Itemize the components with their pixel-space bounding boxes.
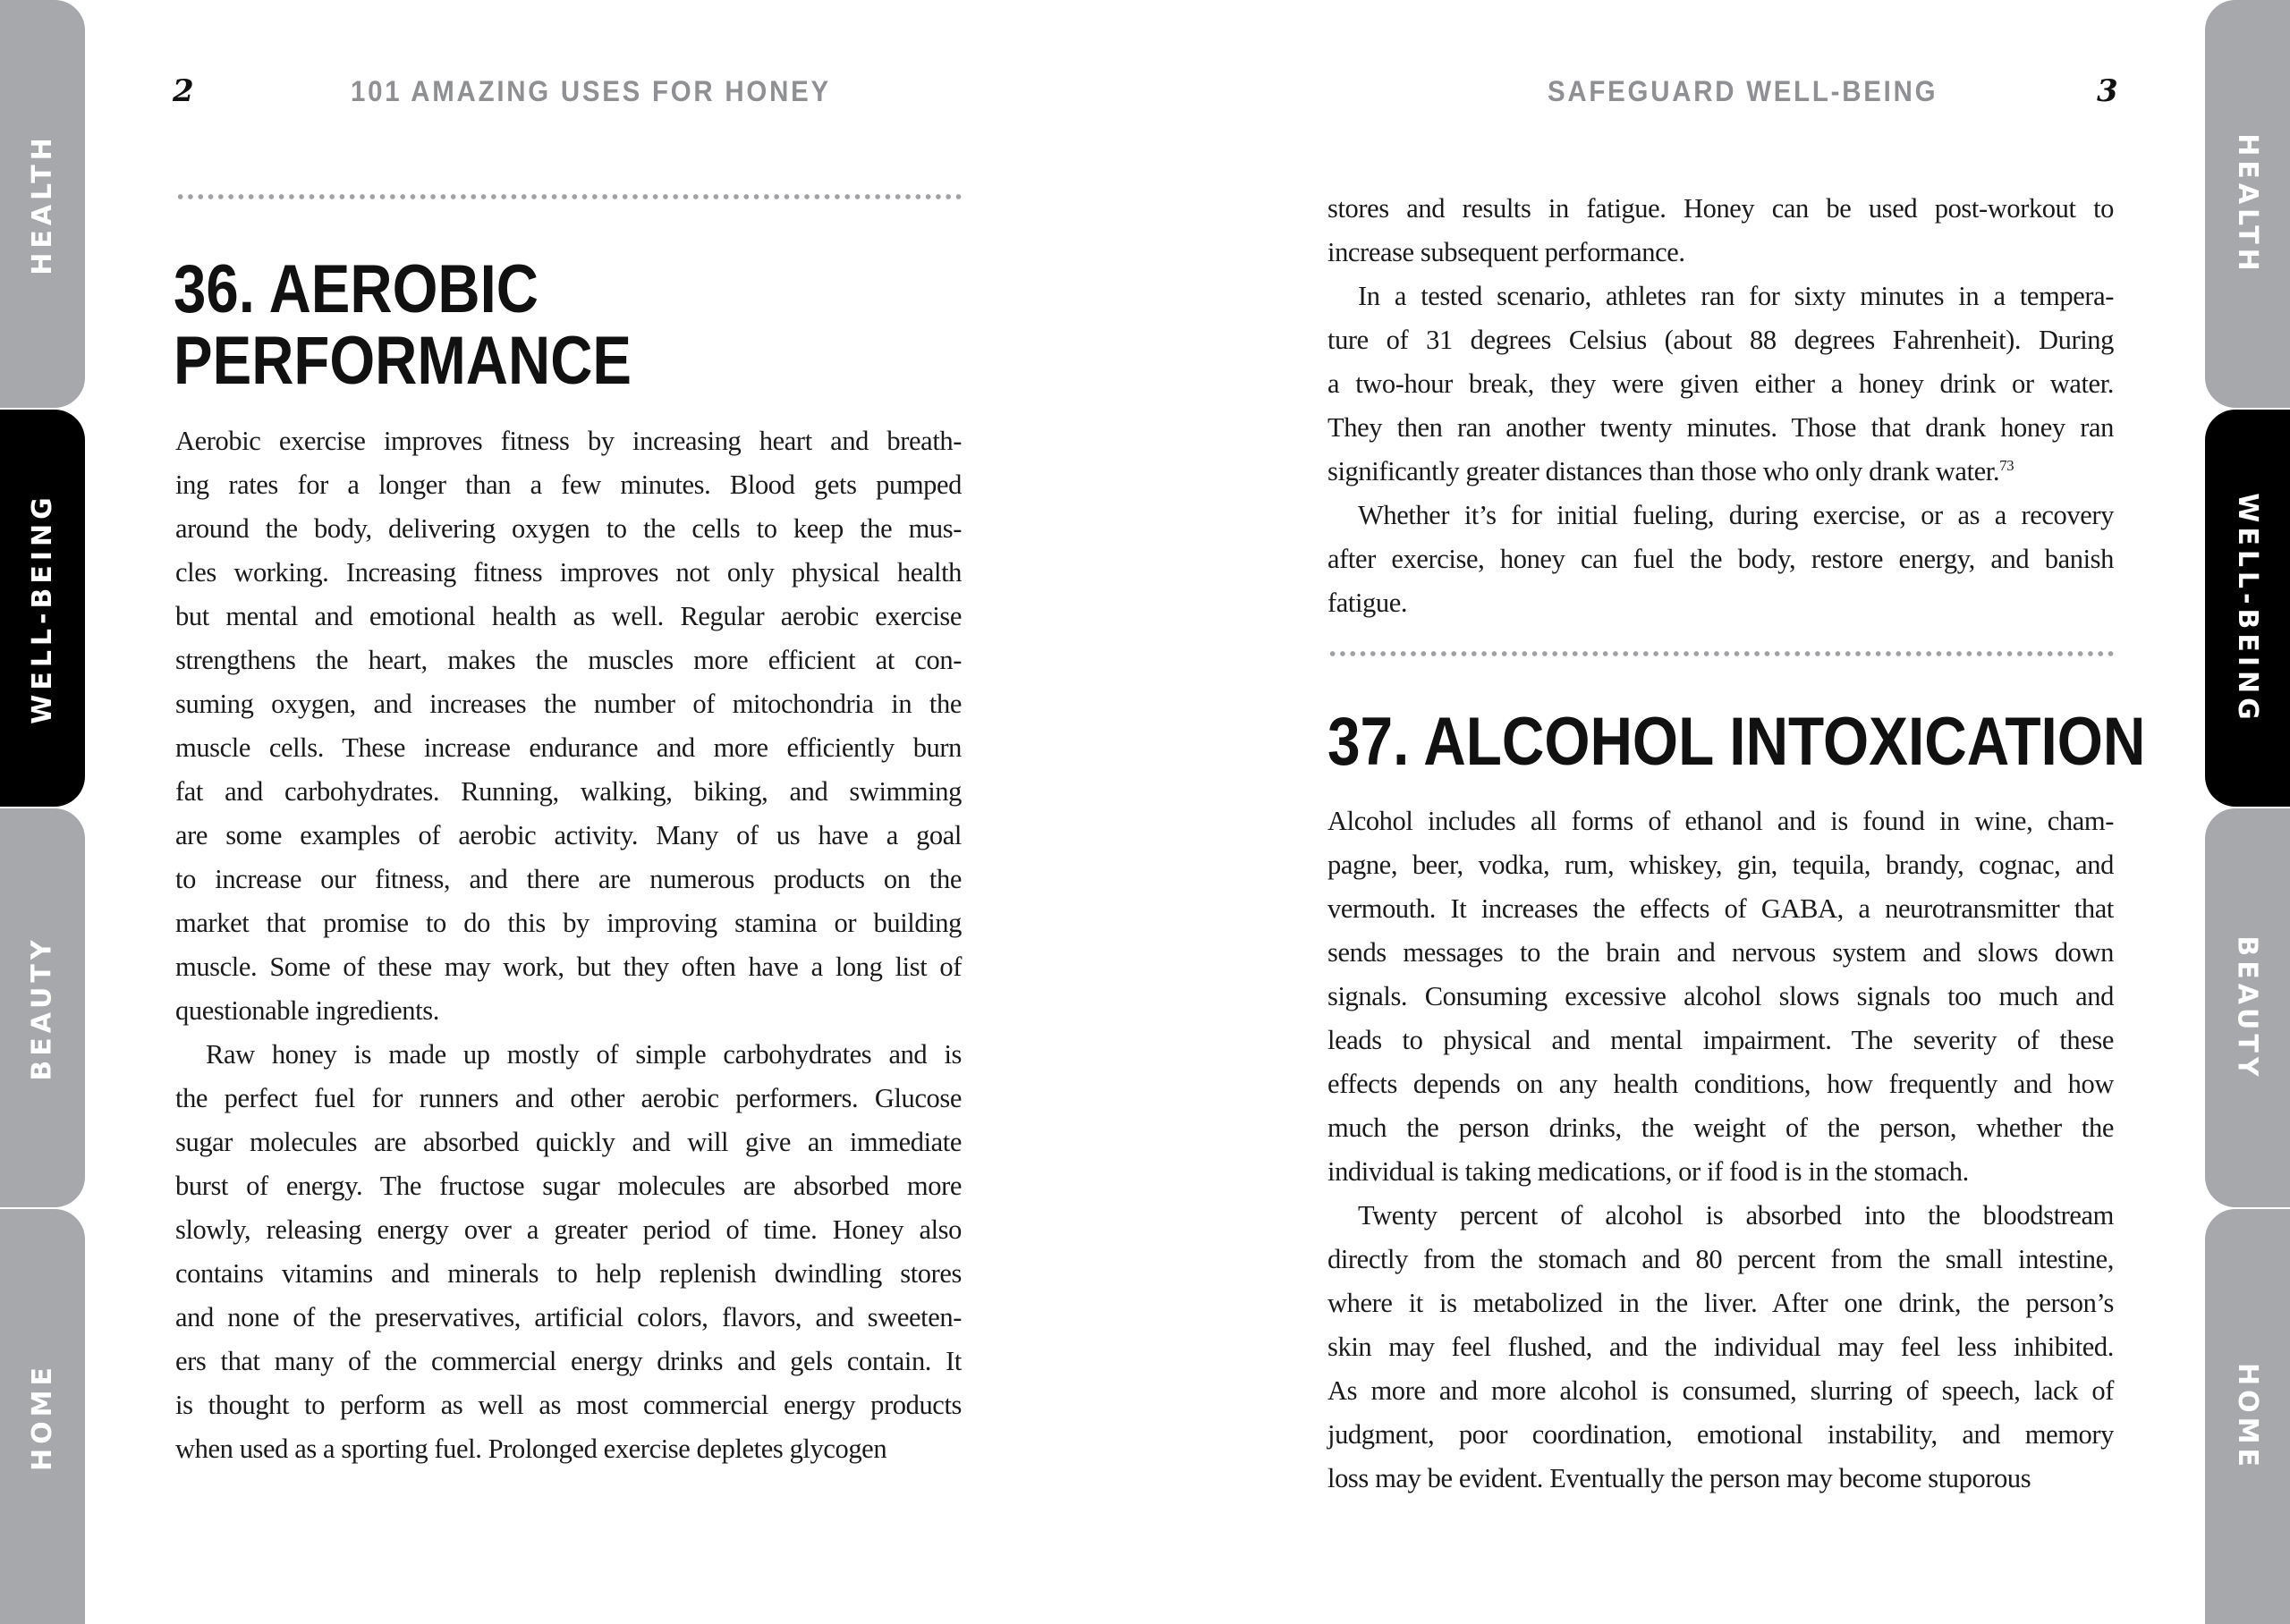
text-line: increase subsequent performance.: [1327, 237, 1685, 267]
text-line: is thought to perform as well as most commercial energy products: [175, 1390, 962, 1420]
tab-beauty-right[interactable]: [2205, 808, 2290, 1207]
text-line: skin may feel flushed, and the individual may feel less inhibited.: [1327, 1332, 2114, 1362]
tab-label: HEALTH: [2232, 132, 2264, 275]
text-line: sugar molecules are absorbed quickly and will give an immediate: [175, 1127, 962, 1157]
text-line: fat and carbohydrates. Running, walking, biking, and swimming: [175, 776, 962, 807]
text-line: slowly, releasing energy over a greater period of time. Honey also: [175, 1214, 962, 1245]
text-line: much the person drinks, the weight of the person, whether the: [1327, 1112, 2114, 1143]
running-head: SAFEGUARD WELL-BEING: [1548, 75, 1938, 107]
tab-beauty-left[interactable]: [0, 808, 85, 1207]
footnote-reference[interactable]: 73: [1999, 456, 2014, 474]
tab-label: HOME: [27, 1362, 58, 1471]
text-line: loss may be evident. Eventually the person may become stuporous: [1327, 1463, 2031, 1493]
text-line: stores and results in fatigue. Honey can be used post-workout to: [1327, 193, 2114, 224]
text-line: pagne, beer, vodka, rum, whiskey, gin, tequila, brandy, cognac, and: [1327, 850, 2114, 880]
text-line: As more and more alcohol is consumed, slurring of speech, lack of: [1327, 1375, 2114, 1406]
text-line: Alcohol includes all forms of ethanol and is found in wine, cham-: [1327, 806, 2114, 836]
section-title-line: 36. AEROBIC: [174, 251, 539, 327]
tab-well-being-left[interactable]: [0, 410, 85, 807]
tab-label: HEALTH: [27, 132, 59, 275]
text-line: contains vitamins and minerals to help replenish dwindling stores: [175, 1258, 962, 1289]
text-line: to increase our fitness, and there are numerous products on the: [175, 864, 962, 894]
dotted-divider: [1327, 651, 2115, 656]
section-title: 37. ALCOHOL INTOXICATION: [1327, 704, 2146, 780]
tab-label: WELL-BEING: [27, 492, 58, 724]
page-number: 3: [2097, 73, 2118, 109]
text-line: market that promise to do this by improving stamina or building: [175, 908, 962, 938]
text-line: vermouth. It increases the effects of GABA, a neurotransmitter that: [1327, 893, 2114, 924]
text-line: when used as a sporting fuel. Prolonged exercise depletes glycogen: [175, 1434, 887, 1464]
text-line: around the body, delivering oxygen to the cells to keep the mus-: [175, 513, 962, 544]
text-line: and none of the preservatives, artificial colors, flavors, and sweeten-: [175, 1302, 962, 1332]
tab-home-right[interactable]: [2205, 1209, 2290, 1624]
page-number: 2: [173, 73, 194, 109]
text-line: significantly greater distances than those who only drank water.$^{73}$: [1327, 456, 2014, 486]
tab-label: BEAUTY: [2232, 935, 2264, 1081]
text-line: burst of energy. The fructose sugar molecules are absorbed more: [175, 1171, 962, 1201]
text-line: signals. Consuming excessive alcohol slows signals too much and: [1327, 981, 2114, 1011]
tab-label: HOME: [2232, 1362, 2263, 1471]
text-line: Twenty percent of alcohol is absorbed into the bloodstream: [1358, 1200, 2114, 1231]
text-line: muscle. Some of these may work, but they often have a long list of: [175, 952, 962, 982]
text-line: ture of 31 degrees Celsius (about 88 degrees Fahrenheit). During: [1327, 325, 2114, 355]
section-title-line: PERFORMANCE: [174, 323, 632, 399]
text-line: Aerobic exercise improves fitness by increasing heart and breath-: [175, 426, 962, 456]
text-line: suming oxygen, and increases the number of mitochondria in the: [175, 689, 962, 719]
text-line: cles working. Increasing fitness improves not only physical health: [175, 557, 962, 588]
text-line: the perfect fuel for runners and other aerobic performers. Glucose: [175, 1083, 962, 1113]
section-title: [174, 251, 632, 399]
tab-label: BEAUTY: [27, 935, 59, 1081]
text-line: individual is taking medications, or if food is in the stomach.: [1327, 1156, 1969, 1187]
text-line: strengthens the heart, makes the muscles more efficient at con-: [175, 645, 962, 675]
tab-well-being-right[interactable]: [2205, 410, 2290, 807]
text-line: Whether it’s for initial fueling, during exercise, or as a recovery: [1358, 500, 2114, 530]
tab-label: WELL-BEING: [2232, 492, 2263, 724]
text-line: where it is metabolized in the liver. After one drink, the person’s: [1327, 1288, 2114, 1318]
text-line: In a tested scenario, athletes ran for sixty minutes in a tempera-: [1358, 281, 2114, 311]
text-line: sends messages to the brain and nervous system and slows down: [1327, 937, 2114, 968]
text-line: after exercise, honey can fuel the body, restore energy, and banish: [1327, 544, 2114, 574]
text-line: are some examples of aerobic activity. Many of us have a goal: [175, 820, 962, 850]
text-line: questionable ingredients.: [175, 995, 439, 1026]
text-line: muscle cells. These increase endurance and more efficiently burn: [175, 732, 962, 763]
text-line: ers that many of the commercial energy drinks and gels contain. It: [175, 1346, 962, 1376]
text-line: ing rates for a longer than a few minutes. Blood gets pumped: [175, 469, 962, 500]
text-line: judgment, poor coordination, emotional instability, and memory: [1327, 1419, 2114, 1450]
text-line: a two-hour break, they were given either a honey drink or water.: [1327, 368, 2114, 399]
text-line: leads to physical and mental impairment. The severity of these: [1327, 1025, 2114, 1055]
dotted-divider: [175, 194, 963, 199]
tab-home-left[interactable]: [0, 1209, 85, 1624]
tab-health-left[interactable]: [0, 0, 85, 408]
running-head: 101 AMAZING USES FOR HONEY: [351, 75, 831, 107]
text-line: directly from the stomach and 80 percent from the small intestine,: [1327, 1244, 2114, 1274]
text-line: Raw honey is made up mostly of simple carbohydrates and is: [206, 1039, 962, 1070]
text-line: but mental and emotional health as well. Regular aerobic exercise: [175, 601, 962, 631]
body-text: [175, 419, 962, 1471]
text-line: effects depends on any health conditions, how frequently and how: [1327, 1069, 2114, 1099]
text-line: fatigue.: [1327, 588, 1408, 618]
text-line: They then ran another twenty minutes. Those that drank honey ran: [1327, 412, 2114, 443]
tab-health-right[interactable]: [2205, 0, 2290, 408]
body-text: [1327, 187, 2114, 625]
body-text: [1327, 799, 2114, 1501]
